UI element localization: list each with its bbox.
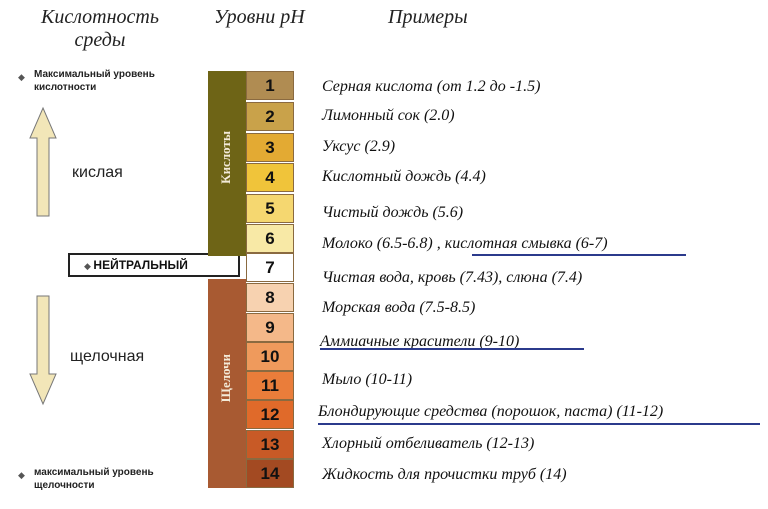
example-text: Кислотный дождь (4.4) [322, 168, 486, 185]
bases-column [208, 279, 246, 488]
example-text: Лимонный сок (2.0) [322, 107, 455, 124]
example-text: Серная кислота (от 1.2 до -1.5) [322, 78, 541, 95]
example-text: Уксус (2.9) [322, 138, 396, 155]
ph-cell-2: 2 [246, 102, 294, 131]
ph-cell-4: 4 [246, 163, 294, 192]
ph-cell-13: 13 [246, 430, 294, 459]
acids-column [208, 71, 246, 256]
neutral-label-box [68, 253, 240, 277]
max-acidity-note: Максимальный уровень кислотности [34, 69, 155, 93]
bases-column-label: Щелочи [218, 354, 233, 403]
ph-cell-9: 9 [246, 313, 294, 342]
example-text: Чистая вода, кровь (7.43), слюна (7.4) [322, 269, 583, 286]
diamond-bullet-icon: ◆ [84, 261, 94, 271]
acids-column-label: Кислоты [218, 131, 233, 184]
ph-cell-7: 7 [246, 253, 294, 282]
example-text: Морская вода (7.5-8.5) [322, 299, 476, 316]
diamond-bullet-icon: ◆ [18, 470, 25, 480]
arrow-down-icon [28, 294, 58, 406]
arrow-up-icon [28, 106, 58, 218]
max-alkalinity-note: максимальный уровень щелочности [34, 467, 154, 491]
header-acidity: Кислотность среды [41, 6, 159, 51]
example-text: Мыло (10-11) [322, 371, 413, 388]
ph-cell-8: 8 [246, 283, 294, 312]
header-examples: Примеры [388, 6, 468, 28]
ph-cell-5: 5 [246, 194, 294, 223]
example-text: Жидкость для прочистки труб (14) [322, 466, 567, 483]
ph-cell-12: 12 [246, 400, 294, 429]
example-text: Молоко (6.5-6.8) , кислотная смывка (6-7) [322, 235, 608, 252]
header-ph-levels: Уровни pH [214, 6, 305, 28]
underline-bleaching [318, 423, 760, 425]
ph-cell-14: 14 [246, 459, 294, 488]
example-text: Аммиачные красители (9-10) [320, 333, 520, 350]
ph-cell-11: 11 [246, 371, 294, 400]
neutral-label: НЕЙТРАЛЬНЫЙ [93, 258, 188, 272]
ph-cell-3: 3 [246, 133, 294, 162]
ph-cell-1: 1 [246, 71, 294, 100]
example-text: Хлорный отбеливатель (12-13) [322, 435, 535, 452]
ph-cell-10: 10 [246, 342, 294, 371]
example-text: Блондирующие средства (порошок, паста) (11-12) [318, 403, 664, 420]
underline-ammonia-dyes [320, 348, 584, 350]
diamond-bullet-icon: ◆ [18, 72, 25, 82]
alkaline-label: щелочная [70, 348, 145, 365]
acidic-label: кислая [72, 164, 123, 181]
underline-acid-wash [472, 254, 686, 256]
example-text: Чистый дождь (5.6) [322, 204, 464, 221]
ph-cell-6: 6 [246, 224, 294, 253]
